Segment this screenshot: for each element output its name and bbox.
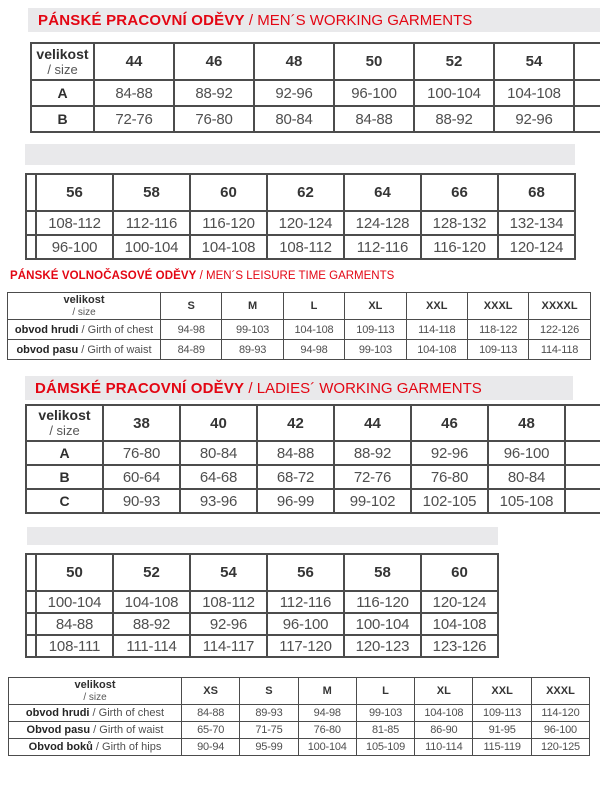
size-table [30,42,600,133]
size-table [8,677,590,756]
size-value-cell: 84-88 [257,441,334,465]
size-value-cell: 112-116 [344,235,421,259]
row-label-english: / Girth of chest [89,707,165,719]
cut-sliver-cell [26,635,36,657]
size-table [25,173,576,260]
size-column-header: S [161,293,222,320]
mens-working-size-table-44-54 [30,42,600,133]
size-column-header: 40 [180,405,257,441]
row-label-english: / Girth of waist [90,724,164,736]
size-value-cell: 80-84 [254,106,334,132]
size-label-header [31,43,94,80]
row-label-cell: A [31,80,94,106]
size-column-header: 48 [254,43,334,80]
row-label-english: / Girth of hips [92,741,162,753]
section-header-mens-leisure [10,270,394,282]
size-value-cell: 88-92 [334,441,411,465]
size-value-cell: 72-76 [94,106,174,132]
size-value-cell: 104-108 [421,613,498,635]
size-value-cell: 76-80 [298,722,356,739]
size-value-cell: 118-122 [467,320,528,340]
size-value-cell: 94-98 [283,340,344,360]
size-column-header: XXXXL [529,293,590,320]
size-value-cell: 99-102 [334,489,411,513]
size-value-cell: 109-113 [467,340,528,360]
size-column-header: 52 [113,554,190,591]
label-header-line1: velikost [38,407,91,424]
size-label-header [26,405,103,441]
size-value-cell: 96-100 [267,613,344,635]
size-value-cell: 115-119 [473,739,531,756]
size-value-cell: 91-95 [473,722,531,739]
size-value-cell: 116-120 [421,235,498,259]
label-header-line1: velikost [74,678,116,691]
size-column-header: XXL [406,293,467,320]
size-value-cell: 99-103 [222,320,283,340]
ladies-measurements-table [8,677,591,756]
cut-column-cell [565,405,600,441]
row-label-english: / Girth of chest [78,323,154,336]
cut-sliver-cell [26,613,36,635]
size-value-cell: 104-108 [113,591,190,613]
size-value-cell: 99-103 [356,705,414,722]
size-value-cell: 122-126 [529,320,590,340]
row-label-cell [8,340,161,360]
size-value-cell: 96-100 [488,441,565,465]
size-value-cell: 120-123 [344,635,421,657]
size-label-header [8,293,161,320]
size-value-cell: 94-98 [298,705,356,722]
label-header-line2: / size [49,423,80,439]
size-value-cell: 96-100 [334,80,414,106]
size-value-cell: 76-80 [174,106,254,132]
row-label-czech: obvod pasu [16,343,79,356]
size-column-header: 48 [488,405,565,441]
cut-column-cell [574,80,600,106]
size-value-cell: 99-103 [345,340,406,360]
label-header-line2: / size [72,306,96,318]
ladies-working-continuation-bar [27,527,498,545]
size-value-cell: 89-93 [222,340,283,360]
mens-working-size-table-56-68 [25,173,576,260]
size-column-header: XXL [473,678,531,705]
label-header-line2: / size [47,61,78,77]
size-column-header: S [240,678,298,705]
size-value-cell: 109-113 [345,320,406,340]
size-value-cell: 109-113 [473,705,531,722]
size-column-header: L [283,293,344,320]
size-value-cell: 114-120 [531,705,589,722]
size-value-cell: 112-116 [267,591,344,613]
size-value-cell: 76-80 [103,441,180,465]
section-header-mens-working [28,8,600,32]
size-value-cell: 120-124 [498,235,575,259]
size-value-cell: 124-128 [344,211,421,235]
cut-column-cell [565,465,600,489]
size-column-header: 50 [36,554,113,591]
row-label-czech: Obvod pasu [26,724,91,736]
label-header-line1: velikost [63,293,105,306]
size-value-cell: 81-85 [356,722,414,739]
size-column-header: XXXL [467,293,528,320]
size-value-cell: 120-125 [531,739,589,756]
section-header-ladies-working [25,376,573,400]
size-value-cell: 120-124 [421,591,498,613]
size-value-cell: 90-94 [182,739,240,756]
size-value-cell: 108-112 [267,235,344,259]
row-label-czech: obvod hrudi [25,707,90,719]
size-value-cell: 108-112 [190,591,267,613]
row-label-cell [9,722,182,739]
row-label-cell [9,739,182,756]
size-column-header: 46 [411,405,488,441]
size-column-header: 44 [334,405,411,441]
size-value-cell: 112-116 [113,211,190,235]
size-column-header: 64 [344,174,421,211]
size-value-cell: 104-108 [494,80,574,106]
size-value-cell: 108-112 [36,211,113,235]
size-value-cell: 100-104 [113,235,190,259]
size-table [25,553,499,658]
size-value-cell: 92-96 [494,106,574,132]
size-column-header: 54 [494,43,574,80]
size-column-header: 56 [267,554,344,591]
size-value-cell: 128-132 [421,211,498,235]
size-value-cell: 80-84 [180,441,257,465]
size-value-cell: 120-124 [267,211,344,235]
size-value-cell: 123-126 [421,635,498,657]
row-label-cell: B [26,465,103,489]
size-value-cell: 105-108 [488,489,565,513]
size-column-header: 58 [113,174,190,211]
cut-sliver-cell [26,554,36,591]
cut-column-cell [565,489,600,513]
size-column-header: 44 [94,43,174,80]
size-column-header: XS [182,678,240,705]
row-label-czech: Obvod boků [28,741,93,753]
size-value-cell: 90-93 [103,489,180,513]
size-column-header: M [298,678,356,705]
cut-column-cell [574,106,600,132]
size-value-cell: 104-108 [190,235,267,259]
cut-sliver-cell [26,174,36,211]
size-value-cell: 100-104 [298,739,356,756]
size-table [25,404,600,514]
size-column-header: 56 [36,174,113,211]
row-label-czech: obvod hrudi [14,323,79,336]
size-value-cell: 60-64 [103,465,180,489]
size-value-cell: 132-134 [498,211,575,235]
size-value-cell: 84-88 [182,705,240,722]
size-value-cell: 88-92 [113,613,190,635]
size-value-cell: 100-104 [36,591,113,613]
size-value-cell: 114-117 [190,635,267,657]
size-value-cell: 84-89 [161,340,222,360]
size-column-header: 54 [190,554,267,591]
size-value-cell: 102-105 [411,489,488,513]
cut-column-cell [574,43,600,80]
size-value-cell: 72-76 [334,465,411,489]
label-header-line1: velikost [36,45,89,62]
size-column-header: 58 [344,554,421,591]
size-column-header: 66 [421,174,498,211]
size-value-cell: 96-100 [36,235,113,259]
size-column-header: M [222,293,283,320]
size-value-cell: 68-72 [257,465,334,489]
mens-working-continuation-bar [25,144,575,165]
section-title-czech: DÁMSKÉ PRACOVNÍ ODĚVY [35,379,245,397]
size-value-cell: 96-99 [257,489,334,513]
size-value-cell: 92-96 [254,80,334,106]
size-value-cell: 92-96 [190,613,267,635]
size-value-cell: 93-96 [180,489,257,513]
size-value-cell: 89-93 [240,705,298,722]
row-label-english: / Girth of waist [78,343,152,356]
size-column-header: XXXL [531,678,589,705]
section-title-english: / LADIES´ WORKING GARMENTS [244,379,482,397]
size-column-header: XL [415,678,473,705]
row-label-cell: B [31,106,94,132]
size-value-cell: 108-111 [36,635,113,657]
size-label-header [9,678,182,705]
size-table [7,292,591,360]
size-column-header: 62 [267,174,344,211]
size-value-cell: 84-88 [334,106,414,132]
section-title-czech: PÁNSKÉ PRACOVNÍ ODĚVY [38,11,245,29]
row-label-cell: C [26,489,103,513]
size-value-cell: 100-104 [344,613,421,635]
size-column-header: 68 [498,174,575,211]
size-value-cell: 104-108 [283,320,344,340]
cut-sliver-cell [26,211,36,235]
size-column-header: 60 [421,554,498,591]
size-value-cell: 116-120 [344,591,421,613]
size-column-header: L [356,678,414,705]
size-value-cell: 64-68 [180,465,257,489]
size-value-cell: 117-120 [267,635,344,657]
size-value-cell: 71-75 [240,722,298,739]
size-column-header: 60 [190,174,267,211]
section-title-english: / MEN´S WORKING GARMENTS [244,11,473,29]
size-value-cell: 96-100 [531,722,589,739]
section-title-english: / MEN´S LEISURE TIME GARMENTS [196,270,395,282]
mens-leisure-size-table [7,292,591,360]
size-column-header: 42 [257,405,334,441]
label-header-line2: / size [83,691,107,703]
size-value-cell: 111-114 [113,635,190,657]
size-column-header: 52 [414,43,494,80]
size-column-header: 50 [334,43,414,80]
size-value-cell: 80-84 [488,465,565,489]
size-value-cell: 84-88 [94,80,174,106]
size-value-cell: 116-120 [190,211,267,235]
row-label-cell [9,705,182,722]
cut-sliver-cell [26,591,36,613]
ladies-working-size-table-38-48 [25,404,600,514]
size-value-cell: 95-99 [240,739,298,756]
size-value-cell: 100-104 [414,80,494,106]
size-value-cell: 94-98 [161,320,222,340]
cut-column-cell [565,441,600,465]
size-value-cell: 110-114 [415,739,473,756]
size-value-cell: 76-80 [411,465,488,489]
size-value-cell: 84-88 [36,613,113,635]
size-value-cell: 114-118 [406,320,467,340]
section-title-czech: PÁNSKÉ VOLNOČASOVÉ ODĚVY [10,270,197,282]
size-value-cell: 88-92 [174,80,254,106]
row-label-cell: A [26,441,103,465]
ladies-working-size-table-50-60 [25,553,499,658]
row-label-cell [8,320,161,340]
size-value-cell: 92-96 [411,441,488,465]
size-value-cell: 104-108 [406,340,467,360]
cut-sliver-cell [26,235,36,259]
size-column-header: 46 [174,43,254,80]
size-value-cell: 104-108 [415,705,473,722]
size-value-cell: 105-109 [356,739,414,756]
size-value-cell: 86-90 [415,722,473,739]
size-value-cell: 114-118 [529,340,590,360]
size-column-header: XL [345,293,406,320]
size-value-cell: 65-70 [182,722,240,739]
size-column-header: 38 [103,405,180,441]
size-value-cell: 88-92 [414,106,494,132]
